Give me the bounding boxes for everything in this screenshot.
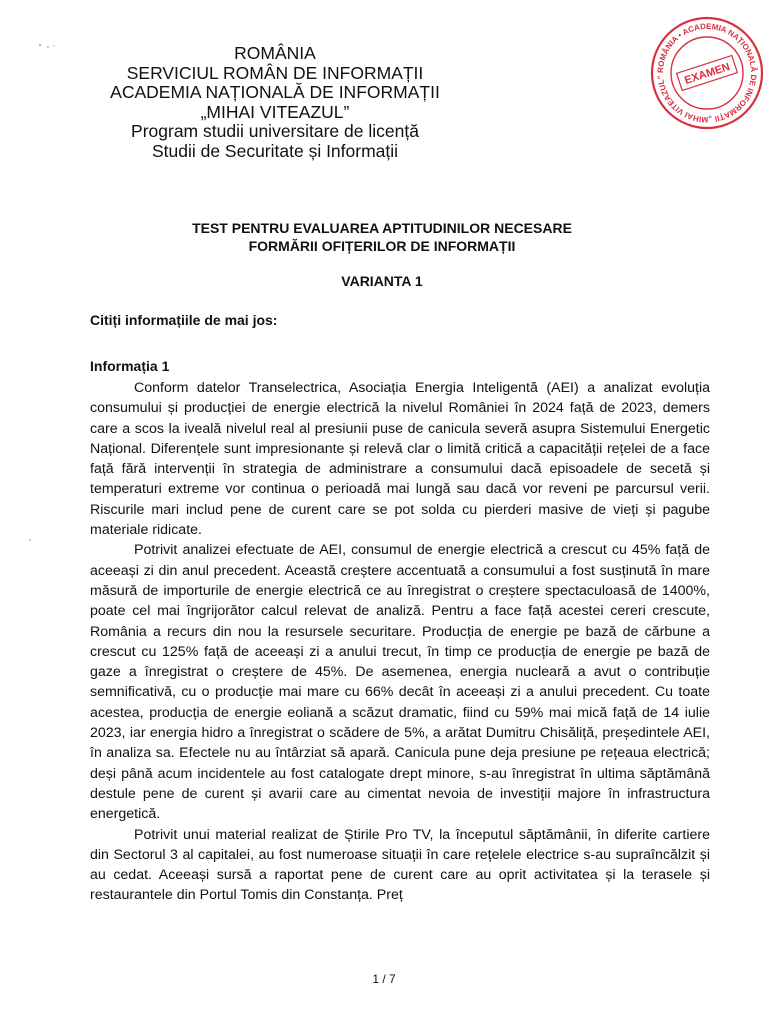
info-1-paragraph-3: Potrivit unui material realizat de Știrile Pro TV, la începutul săptămânii, în diferite cartiere din Sectorul 3 al capitalei, au fost numeroase situații în care rețelele electrice s-au supraîncălzit și au cedat. Aceeași sursă a raportat pene de curent care au oprit activitatea și la terasele și restaurantele din Portul Tomis din Constanța. Preț — [90, 826, 710, 904]
country-name: ROMÂNIA — [234, 43, 316, 63]
instruction-text: Citiți informațiile de mai jos: — [90, 312, 278, 328]
info-1-paragraph-1: Conform datelor Transelectrica, Asociația Energia Inteligentă (AEI) a analizat evoluția consumului și producției de energie electrică la nivelul României în 2024 față de 2023, demers care a scos la iveală nivelul real al presiunii puse de canicula severă asupra Sistemului Energetic Național. Diferențele sunt impresionante și relevă clar o limită critică a capacității rețelei de a face față fără intervenții în strategia de administrare a consumului dacă episoadele de secetă și temperaturi extreme vor continua o perioadă mai lungă sau dacă vor reveni pe parcursul verii. Riscurile mari includ pene de curent care se pot solda cu pierderi masive de vieți și pagube materiale ridicate. — [90, 380, 710, 539]
study-field: Studii de Securitate și Informații — [151, 140, 399, 161]
test-title-line-1: TEST PENTRU EVALUAREA APTITUDINILOR NECESARE — [192, 220, 572, 236]
info-1-heading: Informația 1 — [90, 358, 170, 374]
academy-name: ACADEMIA NAȚIONALĂ DE INFORMAȚII — [110, 82, 440, 102]
test-title-line-2: FORMĂRII OFIȚERILOR DE INFORMAȚII — [248, 237, 516, 254]
info-1-body — [90, 378, 710, 906]
service-name: SERVICIUL ROMÂN DE INFORMAȚII — [126, 62, 424, 83]
info-1-paragraph-2: Potrivit analizei efectuate de AEI, consumul de energie electrică a crescut cu 45% față de aceeași zi din anul precedent. Această creștere accentuată a consumului a fost susținută în mare măsură de importurile de energie electrică ce au înregistrat o creștere spectaculoasă de 1400%, poate cel mai îngrijorător calcul relevat de analiză. Pentru a face față acestei cereri crescute, România a recurs din nou la resursele securitare. Producția de energie pe bază de cărbune a crescut cu 125% față de aceeași zi a anului trecut, în timp ce producția de energie pe bază de gaze a înregistrat o creștere de 45%. De asemenea, energia nucleară a avut o contribuție semnificativă, cu o producție mai mare cu 66% decât în aceeași zi a anului precedent. Cu toate acestea, producția de energie eoliană a scăzut dramatic, fiind cu 59% mai mică față de 14 iulie 2023, iar energia hidro a înregistrat o scădere de 5%, a arătat Dumitru Chisăliță, președintele AEI, în analiza sa. Efectele nu au întârziat să apară. Canicula pune deja presiune pe rețeaua electrică; deși până acum incidentele au fost catalogate drept minore, s-au înregistrat în ultima săptămână destule pene de curent și avarii care au cimentat nevoia de investiții majore în infrastructura energetică. — [90, 542, 710, 823]
stamp-ring-text: ROMÂNIA • ACADEMIA NAȚIONALĂ DE INFORMAȚII „MIHAI VITEAZUL” — [655, 21, 759, 125]
page-number: 1 / 7 — [372, 972, 396, 986]
study-program: Program studii universitare de licență — [131, 121, 419, 141]
test-title — [150, 220, 614, 255]
institution-header — [90, 44, 460, 161]
variant-label: VARIANTA 1 — [341, 273, 423, 289]
stamp-center-text: EXAMEN — [683, 60, 732, 87]
official-stamp — [648, 14, 766, 132]
academy-patron: „MIHAI VITEAZUL” — [200, 101, 350, 122]
